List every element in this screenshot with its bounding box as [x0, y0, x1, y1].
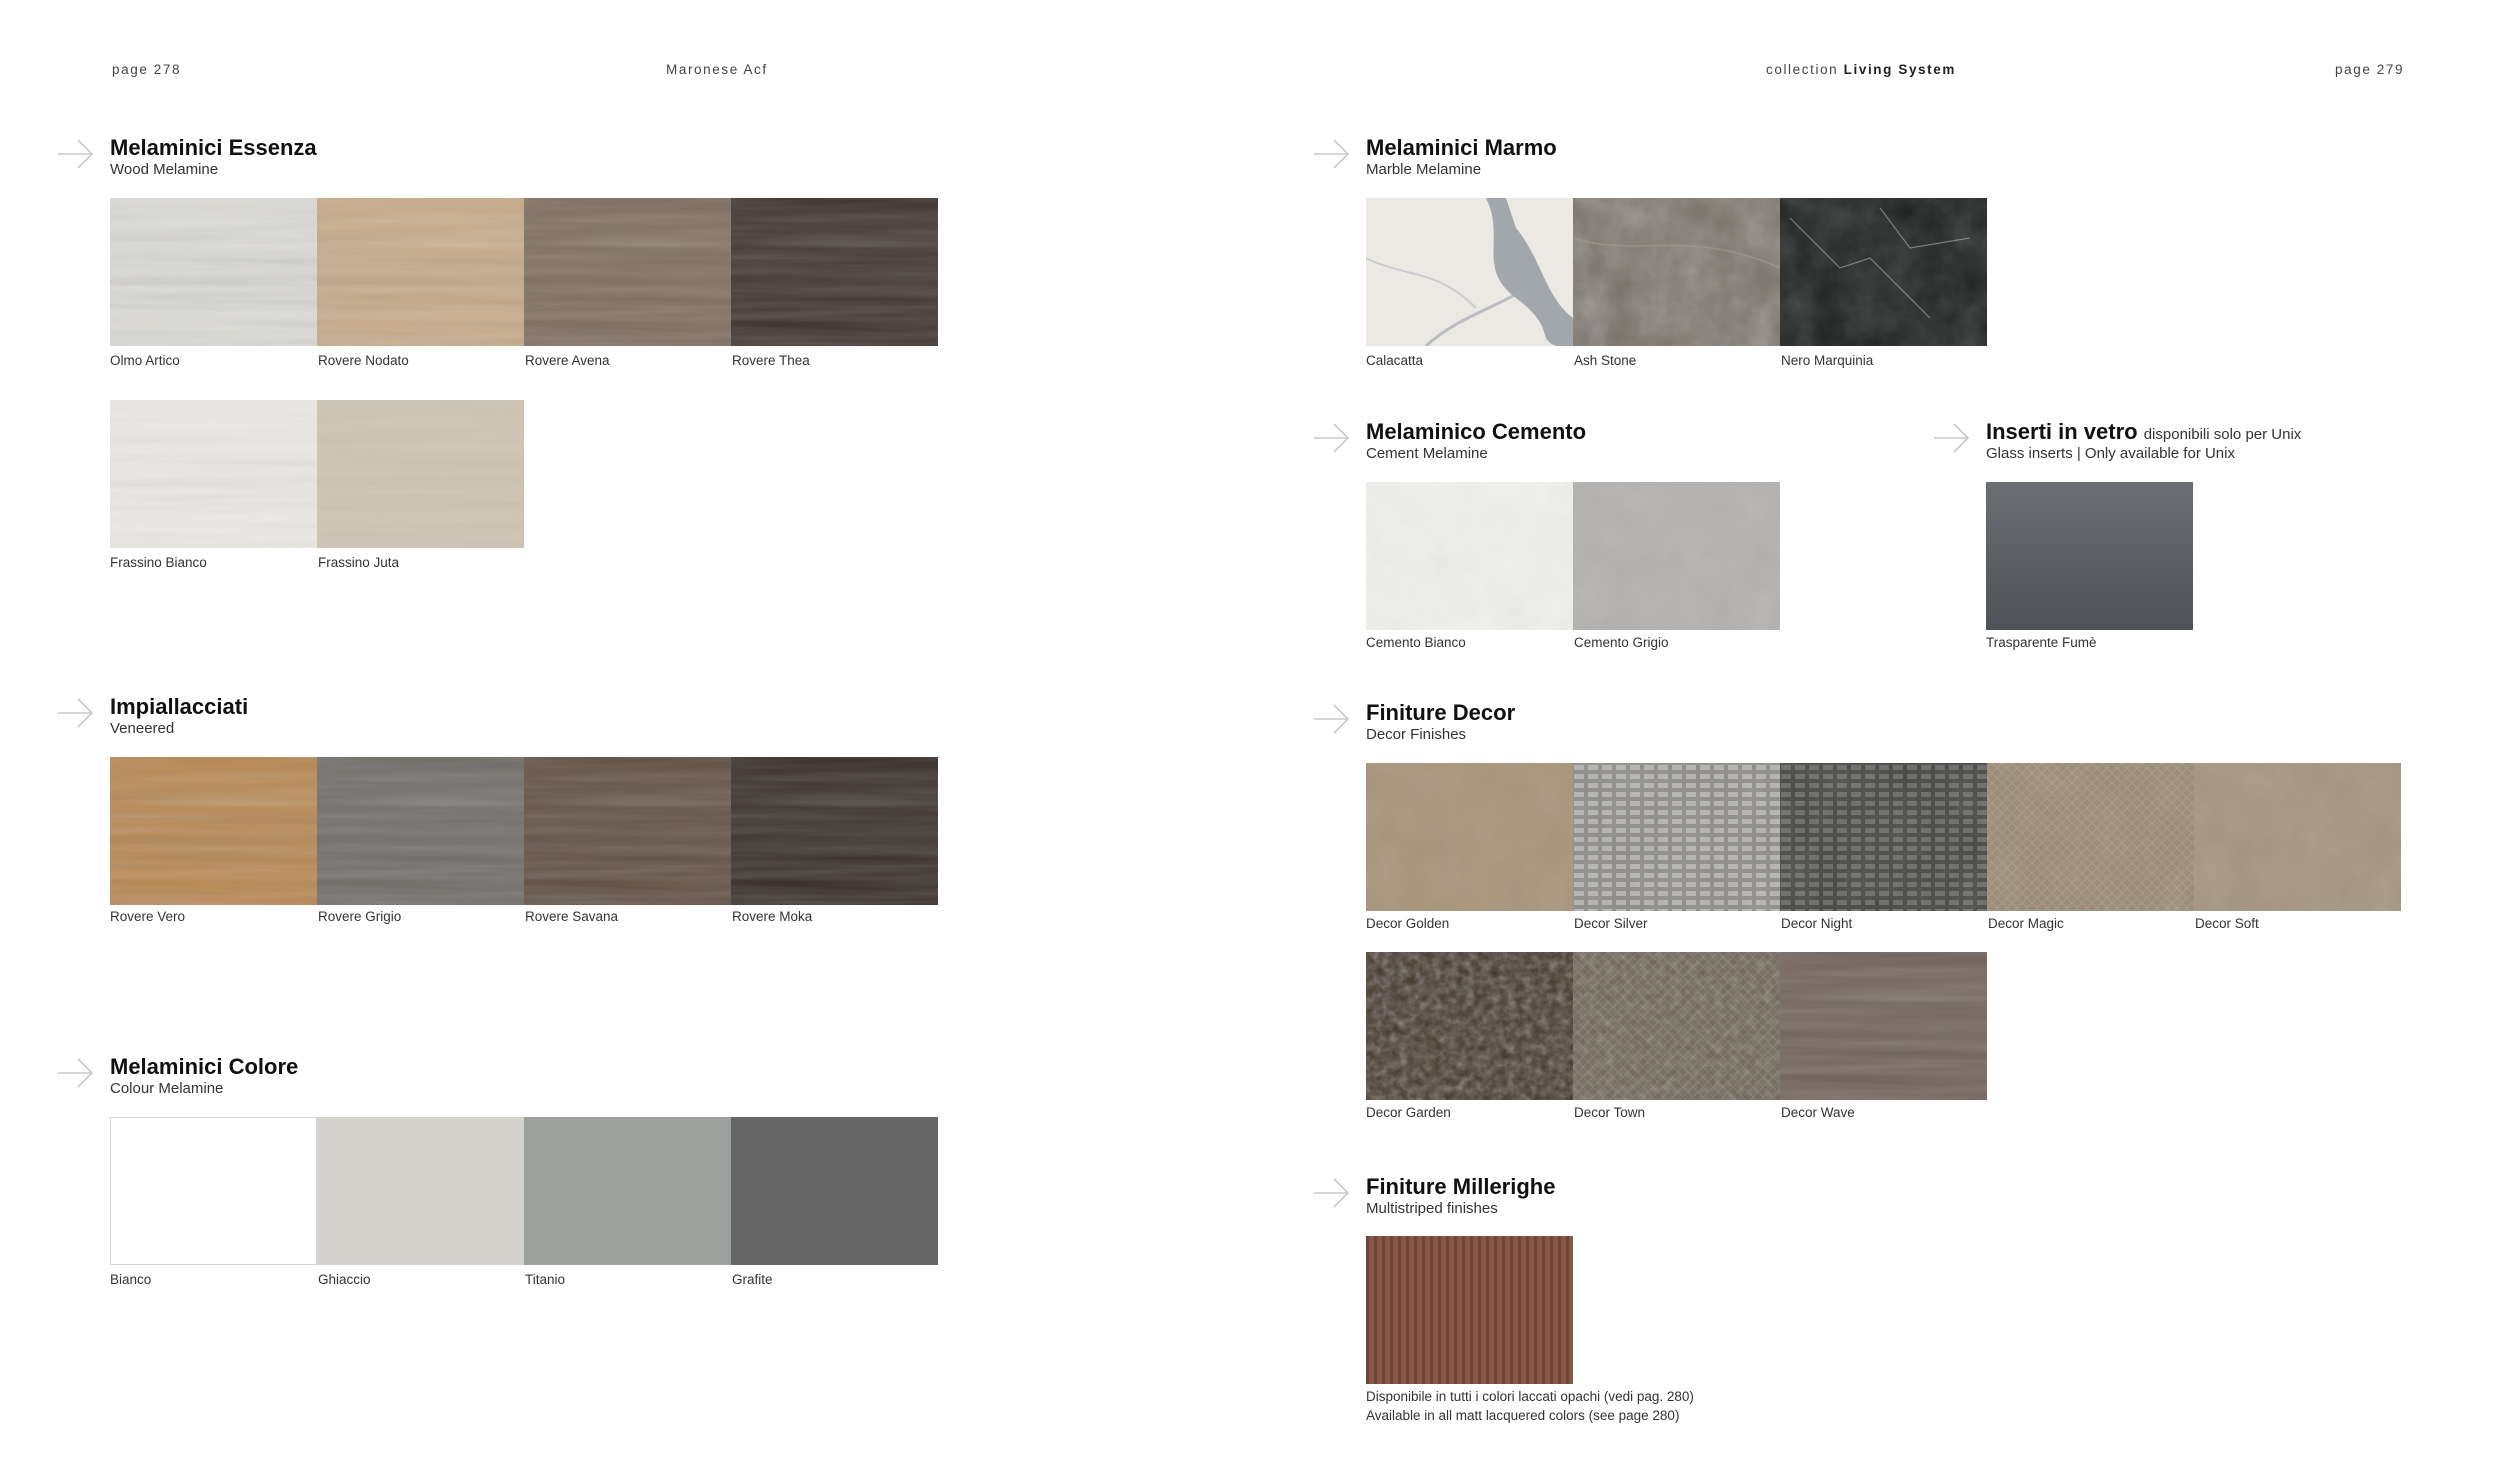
swatch-rovere-savana	[524, 757, 731, 905]
swatch-caption: Frassino Juta	[318, 555, 400, 570]
swatch-caption: Decor Magic	[1988, 916, 2064, 931]
section-title-vetro	[1986, 419, 2301, 445]
swatch-decor-garden	[1366, 952, 1573, 1100]
swatch-caption: Cemento Grigio	[1574, 635, 1669, 650]
swatch-decor-soft	[2194, 763, 2401, 911]
swatch-grafite	[731, 1117, 938, 1265]
section-title-colore: Melaminici Colore	[110, 1054, 299, 1079]
section-subtitle-impiallacciati: Veneered	[110, 720, 175, 737]
swatch-rovere-moka	[731, 757, 938, 905]
swatch-caption: Rovere Avena	[525, 353, 610, 368]
section-title-millerighe: Finiture Millerighe	[1366, 1174, 1556, 1199]
arrow-right-icon	[56, 696, 96, 730]
swatch-caption: Frassino Bianco	[110, 555, 207, 570]
swatch-caption: Decor Wave	[1781, 1105, 1855, 1120]
swatch-frassino-bianco	[110, 400, 317, 548]
swatch-caption: Titanio	[525, 1272, 566, 1287]
section-title-impiallacciati: Impiallacciati	[110, 694, 249, 719]
swatch-trasparente-fume	[1986, 482, 2193, 630]
section-subtitle-cemento: Cement Melamine	[1366, 445, 1488, 462]
swatch-decor-silver	[1573, 763, 1780, 911]
swatch-rovere-vero	[110, 757, 317, 905]
section-title-cemento: Melaminico Cemento	[1366, 419, 1587, 444]
swatch-rovere-nodato	[317, 198, 524, 346]
section-title-decor: Finiture Decor	[1366, 700, 1516, 725]
swatch-caption: Rovere Grigio	[318, 909, 402, 924]
arrow-right-icon	[56, 137, 96, 171]
swatch-ash-stone	[1573, 198, 1780, 346]
arrow-right-icon	[1312, 702, 1352, 736]
swatch-decor-wave	[1780, 952, 1987, 1100]
section-subtitle-millerighe: Multistriped finishes	[1366, 1200, 1498, 1217]
arrow-right-icon	[1932, 421, 1972, 455]
swatch-cemento-bianco	[1366, 482, 1573, 630]
collection-prefix: collection	[1766, 62, 1839, 77]
swatch-caption: Decor Garden	[1366, 1105, 1451, 1120]
swatch-caption: Rovere Thea	[732, 353, 810, 368]
swatch-frassino-juta	[317, 400, 524, 548]
swatch-caption: Calacatta	[1366, 353, 1424, 368]
swatch-caption: Decor Soft	[2195, 916, 2259, 931]
swatch-caption: Decor Golden	[1366, 916, 1450, 931]
vetro-title-main: Inserti in vetro	[1986, 419, 2138, 444]
arrow-right-icon	[1312, 1176, 1352, 1210]
swatch-caption: Decor Town	[1574, 1105, 1646, 1120]
page-number-right: page 279	[2335, 62, 2405, 77]
swatch-calacatta	[1366, 198, 1573, 346]
millerighe-note-en: Available in all matt lacquered colors (see page 280)	[1366, 1408, 1680, 1423]
swatch-caption: Olmo Artico	[110, 353, 180, 368]
page-number-left: page 278	[112, 62, 182, 77]
swatch-caption: Rovere Nodato	[318, 353, 409, 368]
swatch-rovere-thea	[731, 198, 938, 346]
swatch-nero-marquinia	[1780, 198, 1987, 346]
collection-label	[1766, 62, 1956, 77]
swatch-caption: Bianco	[110, 1272, 152, 1287]
arrow-right-icon	[1312, 137, 1352, 171]
arrow-right-icon	[1312, 421, 1352, 455]
swatch-caption: Rovere Savana	[525, 909, 619, 924]
collection-name: Living System	[1843, 62, 1956, 77]
millerighe-note-it: Disponibile in tutti i colori laccati opachi (vedi pag. 280)	[1366, 1389, 1694, 1404]
swatch-decor-magic	[1987, 763, 2194, 911]
swatch-decor-night	[1780, 763, 1987, 911]
swatch-bianco	[110, 1117, 317, 1265]
swatch-rovere-avena	[524, 198, 731, 346]
swatch-caption: Decor Night	[1781, 916, 1853, 931]
section-title-marmo: Melaminici Marmo	[1366, 135, 1557, 160]
section-subtitle-essenza: Wood Melamine	[110, 161, 219, 178]
swatch-millerighe	[1366, 1236, 1573, 1384]
swatch-decor-town	[1573, 952, 1780, 1100]
swatch-caption: Nero Marquinia	[1781, 353, 1874, 368]
section-subtitle-vetro: Glass inserts | Only available for Unix	[1986, 445, 2235, 462]
swatch-rovere-grigio	[317, 757, 524, 905]
section-subtitle-colore: Colour Melamine	[110, 1080, 224, 1097]
swatch-titanio	[524, 1117, 731, 1265]
swatch-decor-golden	[1366, 763, 1573, 911]
swatch-caption: Cemento Bianco	[1366, 635, 1466, 650]
brand-name: Maronese Acf	[666, 62, 768, 77]
swatch-caption: Decor Silver	[1574, 916, 1648, 931]
vetro-title-note: disponibili solo per Unix	[2143, 426, 2302, 443]
swatch-olmo-artico	[110, 198, 317, 346]
section-title-essenza: Melaminici Essenza	[110, 135, 317, 160]
swatch-cemento-grigio	[1573, 482, 1780, 630]
swatch-caption: Rovere Vero	[110, 909, 186, 924]
section-subtitle-decor: Decor Finishes	[1366, 726, 1467, 743]
swatch-ghiaccio	[317, 1117, 524, 1265]
swatch-caption: Trasparente Fumè	[1986, 635, 2097, 650]
swatch-caption: Ghiaccio	[318, 1272, 371, 1287]
swatch-caption: Grafite	[732, 1272, 773, 1287]
swatch-caption: Rovere Moka	[732, 909, 813, 924]
swatch-caption: Ash Stone	[1574, 353, 1637, 368]
arrow-right-icon	[56, 1056, 96, 1090]
section-subtitle-marmo: Marble Melamine	[1366, 161, 1482, 178]
